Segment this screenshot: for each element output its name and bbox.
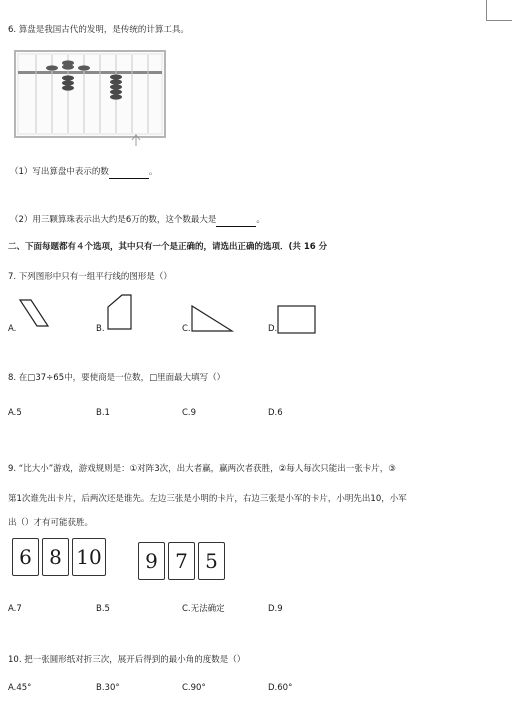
q10-option-d[interactable]: D.60° [268,683,293,693]
q10-title: 10. 把一张圆形纸对折三次，展开后得到的最小角的度数是（） [8,655,246,665]
q10-option-c[interactable]: C.90° [182,683,206,693]
q9-line1: 9. “比大小”游戏，游戏规则是：①对阵3次，出大者赢，赢两次者获胜，②每人每次只能出一张卡片，③ [8,464,396,474]
q10-option-a[interactable]: A.45° [8,683,32,693]
q7-option-d[interactable]: D. [268,324,278,334]
card: 7 [168,542,195,580]
xiaojun-cards [138,542,228,582]
q9-line2: 第1次谁先出卡片，后两次还是谁先。左边三张是小明的卡片，右边三张是小军的卡片，小明先出10，小军 [8,494,407,504]
q8-option-b[interactable]: B.1 [96,408,110,418]
q7-option-c[interactable]: C. [182,324,191,334]
rectangle-shape [277,305,317,335]
trapezoid-shape [104,293,134,331]
q9-option-a[interactable]: A.7 [8,604,22,614]
card: 6 [12,538,39,576]
q9-option-c[interactable]: C.无法确定 [182,604,225,614]
card: 10 [72,538,106,576]
page-corner-mark [486,0,512,21]
q7-option-a[interactable]: A. [8,324,17,334]
card: 9 [138,542,165,580]
q8-option-c[interactable]: C.9 [182,408,197,418]
q9-option-d[interactable]: D.9 [268,604,283,614]
card: 5 [198,542,225,580]
section2-heading: 二、下面每题都有４个选项，其中只有一个是正确的，请选出正确的选项．(共 16 分 [8,242,328,252]
right-triangle-shape [189,303,235,333]
q10-option-b[interactable]: B.30° [96,683,120,693]
q6-title: 6. 算盘是我国古代的发明，是传统的计算工具。 [8,25,189,35]
card: 8 [42,538,69,576]
q9-line3: 出（）才有可能获胜。 [8,518,94,528]
q8-option-a[interactable]: A.5 [8,408,22,418]
q8-option-d[interactable]: D.6 [268,408,283,418]
q8-title: 8. 在□37÷65中，要使商是一位数，□里面最大填写（） [8,373,226,383]
q6-part1-answer-blank[interactable] [109,167,149,179]
abacus-image [14,50,166,148]
q9-option-b[interactable]: B.5 [96,604,110,614]
q7-option-b[interactable]: B. [96,324,105,334]
q6-part1: （1）写出算盘中表示的数 。 [10,167,158,177]
xiaoming-cards [12,538,106,578]
parallelogram-shape [17,296,51,330]
q7-title: 7. 下列图形中只有一组平行线的图形是（） [8,272,172,282]
q6-part2-answer-blank[interactable] [216,215,256,227]
q6-part2: （2）用三颗算珠表示出大约是6万的数，这个数最大是 。 [10,215,265,225]
